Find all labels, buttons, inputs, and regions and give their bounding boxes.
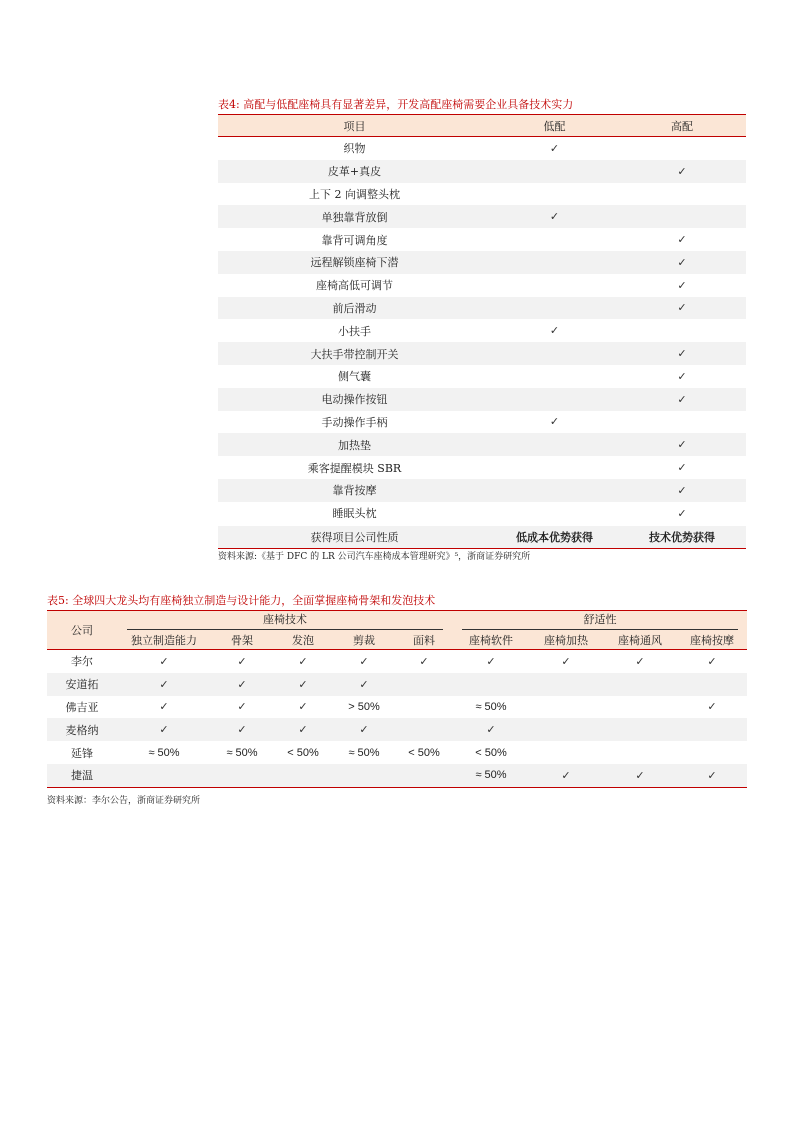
table4-item-cell: 乘客提醒模块 SBR (307, 461, 402, 475)
table4-high-cell (618, 183, 746, 206)
table5-value-cell: ≈ 50% (148, 746, 180, 759)
table4-item-cell: 电动操作按钮 (218, 388, 491, 411)
table5-value-cell: ✓ (159, 654, 169, 668)
table5-value-cell: ✓ (486, 654, 496, 668)
table4-row (218, 205, 746, 228)
table4-row (218, 183, 746, 206)
table4-high-cell (618, 319, 746, 342)
table5-group-seat-tech (117, 611, 453, 631)
table4-item-cell: 加热垫 (218, 433, 491, 456)
table4-summary-low: 低成本优势获得 (491, 525, 618, 549)
table4-high-cell: ✓ (618, 388, 746, 411)
table4-item-cell: 织物 (343, 142, 366, 156)
table5-row (47, 696, 747, 719)
table5-subheader: 座椅软件 (453, 630, 529, 650)
table4-row (218, 137, 746, 160)
table4-item-cell: 远程解锁座椅下潜 (218, 251, 491, 274)
table4-item-cell: 大扶手带控制开关 (218, 342, 491, 365)
table4-row (218, 365, 746, 388)
table4-item-cell: 皮革+真皮 (218, 160, 491, 183)
table5-value-cell (117, 764, 211, 787)
table5-value-cell: ✓ (211, 673, 273, 696)
table5-company-cell: 佛吉亚 (65, 700, 99, 714)
table4-high-cell (618, 205, 746, 228)
table5-value-cell: ✓ (298, 700, 308, 714)
table5-value-cell: ✓ (273, 673, 333, 696)
table5-title: 表5: 全球四大龙头均有座椅独立制造与设计能力，全面掌握座椅骨架和发泡技术 (47, 594, 436, 607)
table4-low-cell: ✓ (491, 205, 618, 228)
table5-subheader: 座椅通风 (603, 630, 677, 650)
table5-row (47, 764, 747, 787)
table4-row (218, 456, 746, 479)
table5-value-cell (395, 764, 453, 787)
table4-summary-row (218, 525, 746, 549)
table4-body (218, 137, 746, 549)
table4-item-cell: 座椅高低可调节 (316, 279, 393, 293)
table5-value-cell: ≈ 50% (453, 764, 529, 787)
table4 (218, 114, 746, 549)
table4-high-cell: ✓ (618, 251, 746, 274)
table4-high-cell: ✓ (677, 506, 687, 520)
table5-subheader: 座椅加热 (529, 630, 603, 650)
table5 (47, 610, 747, 788)
table4-row (218, 319, 746, 342)
table4-item-cell: 前后滑动 (218, 297, 491, 320)
table5-value-cell (273, 764, 333, 787)
table5-value-cell: ✓ (677, 764, 747, 787)
table5-value-cell (529, 673, 603, 696)
table4-high-cell (618, 411, 746, 434)
table5-value-cell: ✓ (603, 764, 677, 787)
table5-value-cell (603, 741, 677, 764)
table5-value-cell: ✓ (453, 718, 529, 741)
table5-value-cell: < 50% (287, 746, 319, 759)
table5-value-cell: > 50% (348, 700, 380, 713)
table5-value-cell: ✓ (117, 673, 211, 696)
table4-high-cell: ✓ (677, 461, 687, 475)
table5-source: 资料来源：李尔公告，浙商证券研究所 (47, 796, 201, 806)
table4-low-cell (491, 342, 618, 365)
table5-subheader: 骨架 (211, 630, 273, 650)
table4-item-cell: 手动操作手柄 (321, 415, 388, 429)
table5-value-cell: ✓ (159, 700, 169, 714)
table5-value-cell: ✓ (707, 700, 717, 714)
table4-row (218, 388, 746, 411)
table4-low-cell (491, 479, 618, 502)
table5-company-cell: 捷温 (47, 764, 117, 787)
table4-summary-label: 获得项目公司性质 (218, 525, 491, 549)
table5-value-cell: ✓ (298, 654, 308, 668)
table4-low-cell (491, 433, 618, 456)
table4-low-cell (491, 251, 618, 274)
table5-group-comfort-label: 舒适性 (462, 611, 738, 630)
table4-low-cell (491, 456, 618, 479)
table5-value-cell: ≈ 50% (475, 700, 507, 713)
table4-item-cell: 单独靠背放倒 (218, 205, 491, 228)
table5-row (47, 718, 747, 741)
table4-source: 资料来源:《基于 DFC 的 LR 公司汽车座椅成本管理研究》⁵，浙商证券研究所 (218, 552, 531, 562)
table4-row (218, 479, 746, 502)
table4-low-cell: ✓ (549, 415, 560, 429)
table5-value-cell (333, 764, 395, 787)
table4-header-high: 高配 (618, 115, 746, 137)
table4-item-cell: 上下 2 向调整头枕 (309, 187, 400, 201)
table4-item-cell: 侧气囊 (338, 370, 371, 384)
table4-row (218, 411, 746, 434)
table5-value-cell: < 50% (408, 746, 440, 759)
table5-value-cell: ✓ (635, 654, 645, 668)
table4-high-cell: ✓ (618, 433, 746, 456)
table5-value-cell: ✓ (117, 718, 211, 741)
table5-value-cell (677, 673, 747, 696)
table4-row (218, 297, 746, 320)
table4-low-cell (491, 297, 618, 320)
table4-low-cell (491, 228, 618, 251)
table5-subheader: 面料 (395, 630, 453, 650)
table4-high-cell: ✓ (677, 233, 687, 247)
table4-item-cell: 小扶手 (338, 324, 371, 338)
table4-high-cell: ✓ (618, 297, 746, 320)
table4-row (218, 160, 746, 183)
table5-value-cell: ✓ (333, 718, 395, 741)
table5-row (47, 673, 747, 696)
table4-high-cell: ✓ (677, 369, 687, 383)
table4-high-cell: ✓ (618, 479, 746, 502)
table5-value-cell: < 50% (475, 746, 507, 759)
table5-header-company: 公司 (47, 611, 117, 650)
table5-row (47, 650, 747, 673)
table5-subheader: 座椅按摩 (677, 630, 747, 650)
table5-value-cell (395, 718, 453, 741)
table5-value-cell (603, 718, 677, 741)
table5-value-cell: ✓ (561, 654, 571, 668)
table5-company-cell: 麦格纳 (47, 718, 117, 741)
table4-low-cell (491, 388, 618, 411)
table5-value-cell: ✓ (529, 764, 603, 787)
table5-value-cell (529, 741, 603, 764)
table4-row (218, 342, 746, 365)
table5-row (47, 741, 747, 764)
table4-title: 表4: 高配与低配座椅具有显著差异，开发高配座椅需要企业具备技术实力 (218, 98, 574, 111)
table4-low-cell (491, 160, 618, 183)
table5-group-seat-tech-label: 座椅技术 (127, 611, 443, 630)
table4-low-cell: ✓ (549, 324, 560, 338)
table4-item-cell: 靠背可调角度 (321, 233, 388, 247)
table4-item-cell: 睡眠头枕 (332, 507, 377, 521)
table5-value-cell: ✓ (237, 700, 247, 714)
table5-value-cell: ✓ (273, 718, 333, 741)
table5-value-cell (677, 718, 747, 741)
table5-value-cell: ✓ (419, 654, 429, 668)
table5-value-cell (211, 764, 273, 787)
table5-value-cell: ✓ (211, 718, 273, 741)
table4-high-cell: ✓ (618, 160, 746, 183)
table5-value-cell (395, 696, 453, 719)
table5-value-cell (453, 673, 529, 696)
table5-value-cell: ≈ 50% (348, 746, 380, 759)
table4-high-cell: ✓ (618, 342, 746, 365)
table4-row (218, 274, 746, 297)
table5-value-cell: ✓ (333, 673, 395, 696)
table5-value-cell (395, 673, 453, 696)
table4-header-low: 低配 (491, 115, 618, 137)
table4-row (218, 251, 746, 274)
table5-value-cell (529, 696, 603, 719)
table4-summary-high: 技术优势获得 (618, 525, 746, 549)
table4-row (218, 433, 746, 456)
table4-row (218, 228, 746, 251)
table5-group-comfort (453, 611, 747, 631)
table5-value-cell: ✓ (237, 654, 247, 668)
table5-value-cell (603, 673, 677, 696)
table4-low-cell (491, 365, 618, 388)
table4-low-cell (491, 502, 618, 525)
table5-value-cell: ✓ (359, 654, 369, 668)
table4-high-cell (618, 137, 746, 160)
table4-low-cell: ✓ (549, 141, 560, 155)
table4-row (218, 502, 746, 525)
table5-company-cell: 延锋 (71, 746, 93, 760)
table5-company-cell: 安道拓 (47, 673, 117, 696)
table5-body (47, 650, 747, 788)
table4-high-cell: ✓ (677, 278, 687, 292)
table4-item-cell: 靠背按摩 (218, 479, 491, 502)
table5-value-cell: ≈ 50% (226, 746, 258, 759)
table5-value-cell (677, 741, 747, 764)
table5-value-cell (603, 696, 677, 719)
table4-low-cell (491, 274, 618, 297)
table5-subheader: 独立制造能力 (117, 630, 211, 650)
table4-header-item: 项目 (218, 115, 491, 137)
table5-value-cell: ✓ (707, 654, 717, 668)
table5-value-cell (529, 718, 603, 741)
table4-low-cell (491, 183, 618, 206)
table5-subheader: 发泡 (273, 630, 333, 650)
table5-company-cell: 李尔 (71, 655, 93, 669)
table5-subheader: 剪裁 (333, 630, 395, 650)
